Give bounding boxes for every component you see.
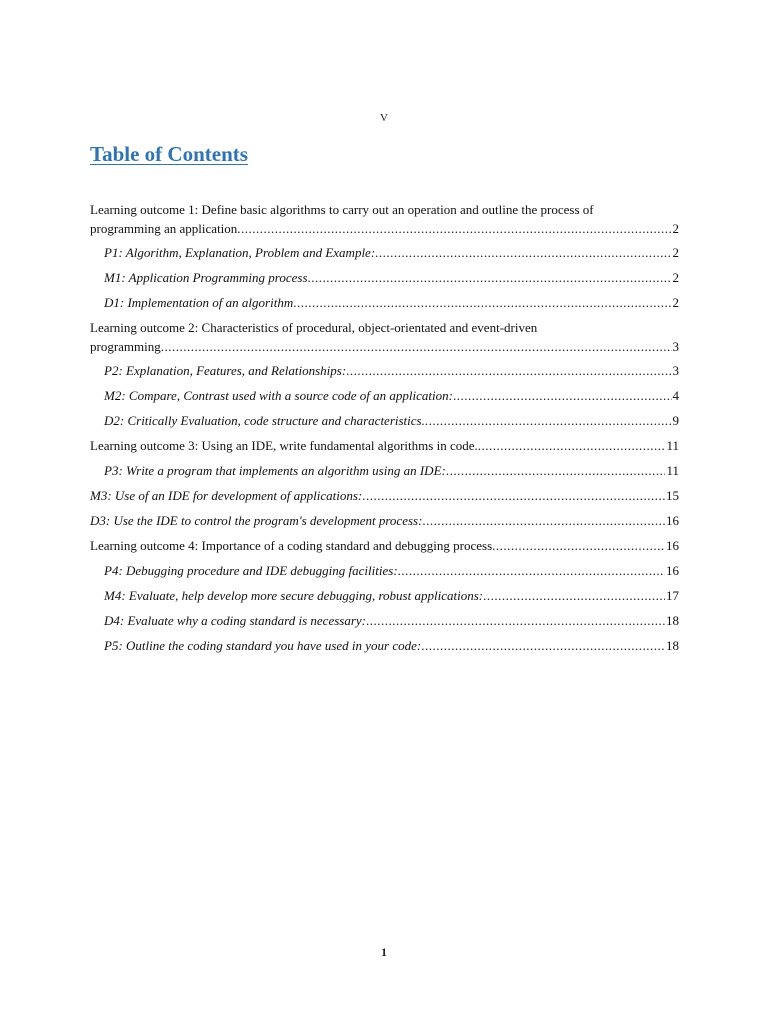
toc-entry-p2[interactable] xyxy=(90,361,679,380)
toc-entry-p4-page: 16 xyxy=(666,563,679,578)
toc-entry-m1-text: M1: Application Programming process xyxy=(104,270,308,285)
toc-entry-p4[interactable] xyxy=(90,561,679,580)
dot-leader xyxy=(293,293,671,312)
toc-entry-lo4-page: 16 xyxy=(666,538,679,553)
dot-leader xyxy=(421,636,665,655)
dot-leader xyxy=(478,436,666,455)
toc-entry-lo2-line1: Learning outcome 2: Characteristics of procedural, object-orientated and event-driven xyxy=(90,320,538,335)
dot-leader xyxy=(446,461,666,480)
toc-entry-lo2[interactable] xyxy=(90,318,679,356)
toc-entry-lo4-text: Learning outcome 4: Importance of a coding standard and debugging process xyxy=(90,538,493,553)
toc-entry-p3[interactable] xyxy=(90,461,679,480)
toc-entry-d3-page: 16 xyxy=(666,513,679,528)
header-mark: V xyxy=(380,112,388,124)
dot-leader xyxy=(362,486,665,505)
toc-entry-d2-page: 9 xyxy=(672,413,679,428)
toc-entry-m3-text: M3: Use of an IDE for development of applications: xyxy=(90,488,363,503)
toc-entry-p2-page: 3 xyxy=(672,363,679,378)
toc-entry-lo2-text: programming xyxy=(90,339,161,354)
toc-entry-p1-text: P1: Algorithm, Explanation, Problem and Example: xyxy=(104,245,376,260)
dot-leader xyxy=(483,586,665,605)
dot-leader xyxy=(422,511,665,530)
toc-entry-lo4[interactable] xyxy=(90,536,679,555)
toc-entry-p5-text: P5: Outline the coding standard you have used in your code: xyxy=(104,638,422,653)
toc-entry-lo2-page: 3 xyxy=(672,339,679,354)
toc-entry-lo1-line1: Learning outcome 1: Define basic algorithms to carry out an operation and outline the process of xyxy=(90,202,594,217)
table-of-contents xyxy=(90,200,679,655)
toc-entry-p2-text: P2: Explanation, Features, and Relationships: xyxy=(104,363,347,378)
toc-entry-m4-page: 17 xyxy=(666,588,679,603)
toc-entry-p1[interactable] xyxy=(90,243,679,262)
toc-entry-d3-text: D3: Use the IDE to control the program's development process: xyxy=(90,513,423,528)
toc-entry-lo3[interactable] xyxy=(90,436,679,455)
dot-leader xyxy=(161,337,672,356)
toc-entry-p3-text: P3: Write a program that implements an algorithm using an IDE: xyxy=(104,463,446,478)
toc-entry-m3-page: 15 xyxy=(666,488,679,503)
dot-leader xyxy=(398,561,665,580)
toc-entry-lo3-page: 11 xyxy=(666,438,679,453)
dot-leader xyxy=(375,243,671,262)
toc-entry-d1-page: 2 xyxy=(672,295,679,310)
page-number: 1 xyxy=(381,945,387,959)
toc-entry-lo1-page: 2 xyxy=(672,221,679,236)
dot-leader xyxy=(308,268,672,287)
toc-entry-lo1[interactable] xyxy=(90,200,679,238)
dot-leader xyxy=(366,611,665,630)
toc-entry-d2[interactable] xyxy=(90,411,679,430)
toc-entry-m4-text: M4: Evaluate, help develop more secure debugging, robust applications: xyxy=(104,588,484,603)
toc-entry-d2-text: D2: Critically Evaluation, code structure and characteristics. xyxy=(104,413,425,428)
toc-entry-m1-page: 2 xyxy=(672,270,679,285)
toc-entry-lo3-text: Learning outcome 3: Using an IDE, write fundamental algorithms in code. xyxy=(90,438,478,453)
dot-leader xyxy=(453,386,672,405)
toc-entry-d1-text: D1: Implementation of an algorithm xyxy=(104,295,294,310)
toc-entry-d1[interactable] xyxy=(90,293,679,312)
toc-entry-m1[interactable] xyxy=(90,268,679,287)
toc-entry-d4[interactable] xyxy=(90,611,679,630)
toc-entry-m2[interactable] xyxy=(90,386,679,405)
toc-entry-m2-text: M2: Compare, Contrast used with a source code of an application: xyxy=(104,388,453,403)
toc-entry-d3[interactable] xyxy=(90,511,679,530)
toc-entry-p5[interactable] xyxy=(90,636,679,655)
toc-title: Table of Contents xyxy=(90,142,248,166)
dot-leader xyxy=(346,361,671,380)
toc-entry-m2-page: 4 xyxy=(672,388,679,403)
dot-leader xyxy=(425,411,672,430)
toc-entry-p4-text: P4: Debugging procedure and IDE debugging facilities: xyxy=(104,563,398,578)
toc-entry-p1-page: 2 xyxy=(672,245,679,260)
dot-leader xyxy=(492,536,665,555)
toc-entry-m4[interactable] xyxy=(90,586,679,605)
toc-entry-p5-page: 18 xyxy=(666,638,679,653)
toc-entry-d4-page: 18 xyxy=(666,613,679,628)
toc-entry-p3-page: 11 xyxy=(666,463,679,478)
toc-entry-m3[interactable] xyxy=(90,486,679,505)
toc-entry-lo1-text: programming an application xyxy=(90,221,238,236)
toc-entry-d4-text: D4: Evaluate why a coding standard is necessary: xyxy=(104,613,366,628)
dot-leader xyxy=(237,219,671,238)
